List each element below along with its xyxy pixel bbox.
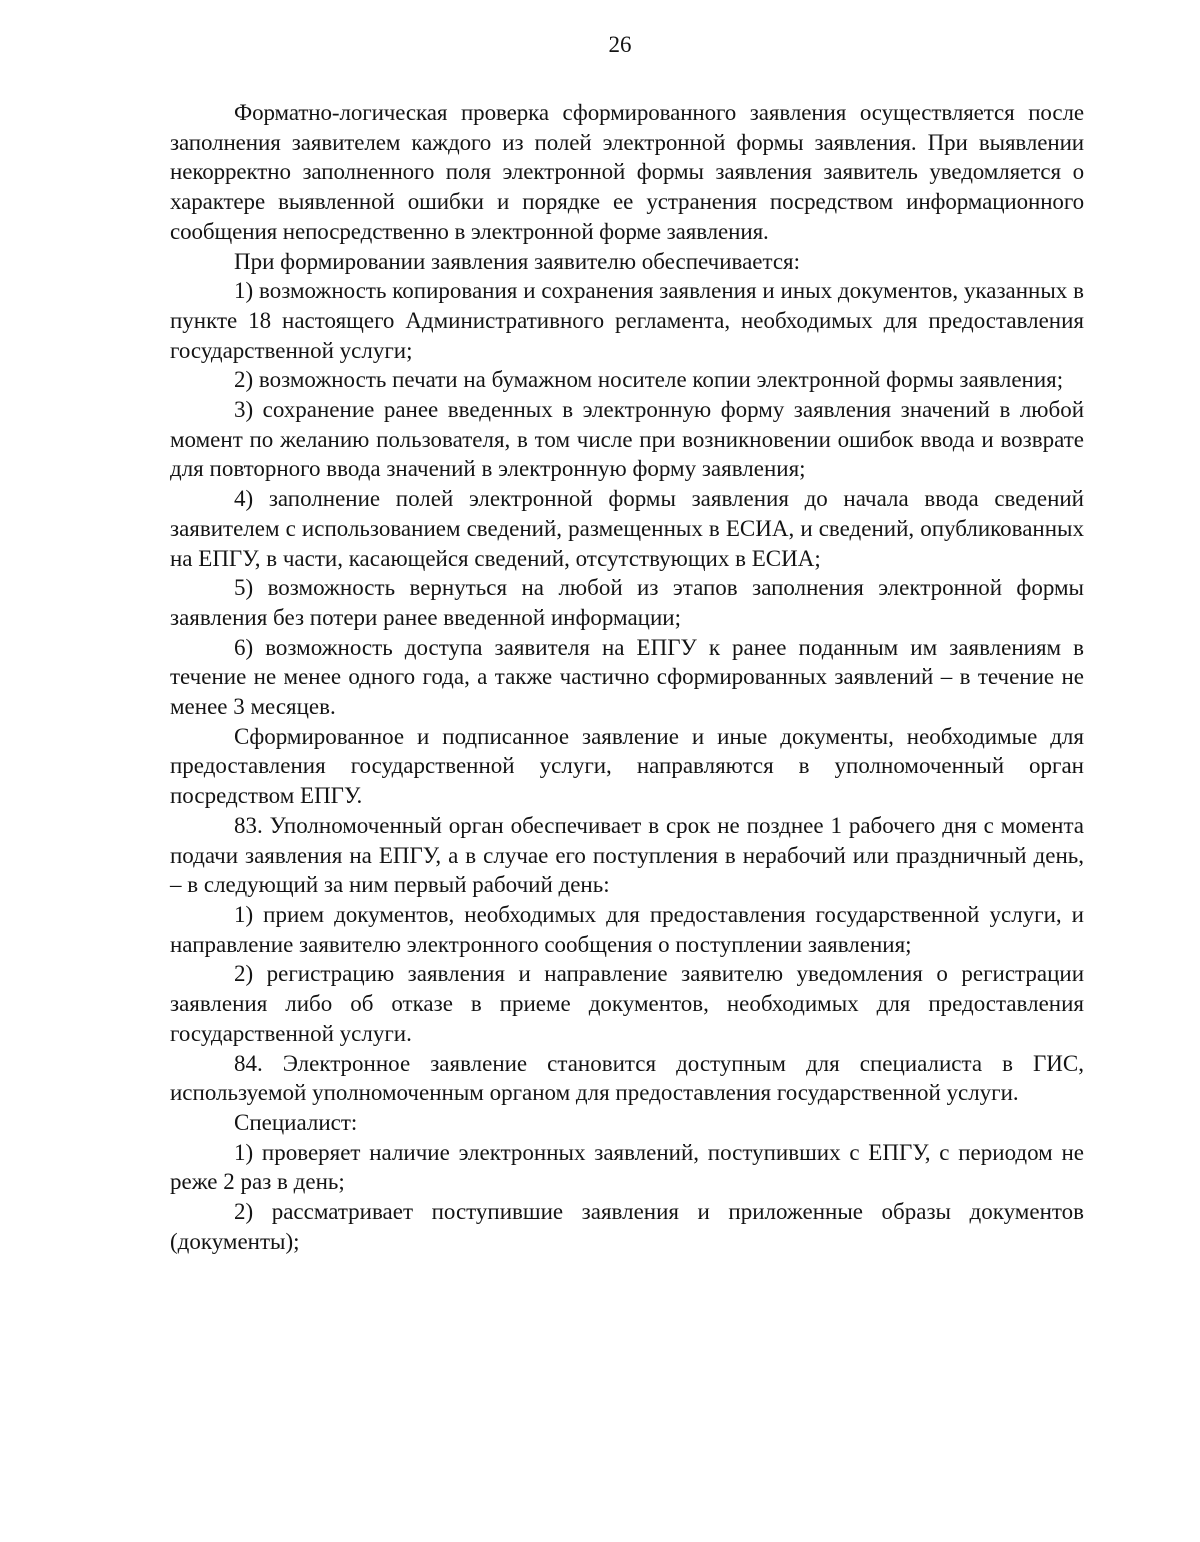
list-item-return-steps: 5) возможность вернуться на любой из этапов заполнения электронной формы заявления без потери ранее введенной информации; <box>170 575 1084 630</box>
paragraph-specialist: Специалист: <box>234 1109 358 1135</box>
paragraph-provided-list-intro: При формировании заявления заявителю обеспечивается: <box>234 248 800 274</box>
paragraph-clause-83: 83. Уполномоченный орган обеспечивает в срок не позднее 1 рабочего дня с момента подачи заявления на ЕПГУ, а в случае его поступления в нерабочий или праздничный день, – в следующий за ним первый рабочий день: <box>170 812 1084 898</box>
paragraph-submission: Сформированное и подписанное заявление и иные документы, необходимые для предоставления государственной услуги, направляются в уполномоченный орган посредством ЕПГУ. <box>170 723 1084 809</box>
list-item-checks-applications: 1) проверяет наличие электронных заявлений, поступивших с ЕПГУ, с периодом не реже 2 раз в день; <box>170 1139 1084 1195</box>
list-item-save-values: 3) сохранение ранее введенных в электронную форму заявления значений в любой момент по желанию пользователя, в том числе при возникновении ошибок ввода и возврате для повторного ввода значений в электронную форму заявления; <box>170 397 1084 482</box>
list-item-access-history: 6) возможность доступа заявителя на ЕПГУ к ранее поданным им заявлениям в течение не менее одного года, а также частично сформированных заявлений – в течение не менее 3 месяцев. <box>170 634 1084 720</box>
list-item-print: 2) возможность печати на бумажном носителе копии электронной формы заявления; <box>234 367 1064 393</box>
list-item-receipt: 1) прием документов, необходимых для предоставления государственной услуги, и направление заявителю электронного сообщения о поступлении заявления; <box>170 901 1084 957</box>
list-item-registration: 2) регистрацию заявления и направление заявителю уведомления о регистрации заявления либо об отказе в приеме документов, необходимых для предоставления государственной услуги. <box>170 961 1084 1046</box>
list-item-prefill: 4) заполнение полей электронной формы заявления до начала ввода сведений заявителем с использованием сведений, размещенных в ЕСИА, и сведений, опубликованных на ЕПГУ, в части, касающейся сведений, отсутствующих в ЕСИА; <box>170 486 1084 571</box>
list-item-reviews-applications: 2) рассматривает поступившие заявления и приложенные образы документов (документы); <box>170 1199 1084 1254</box>
page-number: 26 <box>608 32 632 57</box>
document-body <box>170 98 1084 1256</box>
paragraph-clause-84: 84. Электронное заявление становится доступным для специалиста в ГИС, используемой уполномоченным органом для предоставления государственной услуги. <box>170 1050 1084 1106</box>
list-item-copy-save: 1) возможность копирования и сохранения заявления и иных документов, указанных в пункте 18 настоящего Административного регламента, необходимых для предоставления государственной услуги; <box>170 278 1084 363</box>
paragraph-format-check: Форматно-логическая проверка сформированного заявления осуществляется после заполнения заявителем каждого из полей электронной формы заявления. При выявлении некорректно заполненного поля электронной формы заявления заявитель уведомляется о характере выявленной ошибки и порядке ее устранения посредством информационного сообщения непосредственно в электронной форме заявления. <box>170 100 1084 244</box>
